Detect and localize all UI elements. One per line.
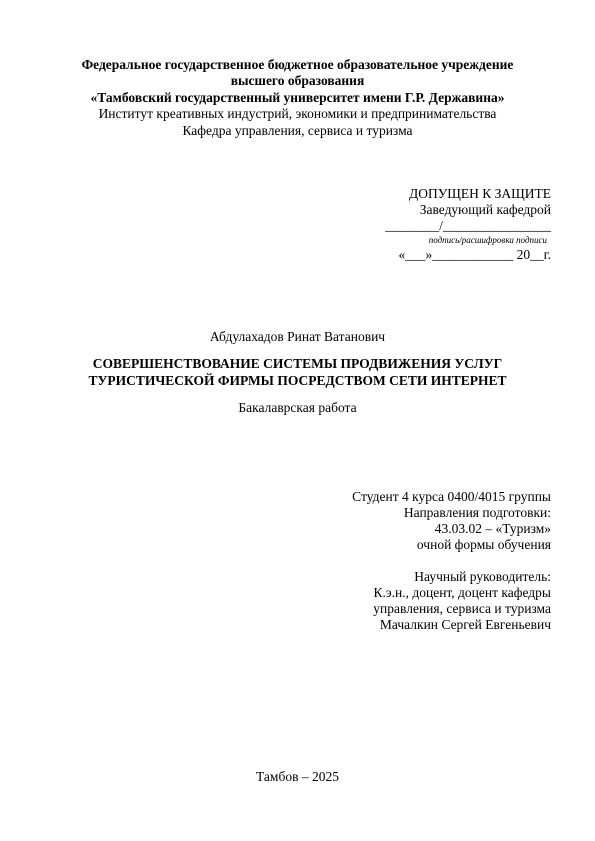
student-direction-code: 43.03.02 – «Туризм»: [434, 521, 551, 536]
thesis-title-line-2: ТУРИСТИЧЕСКОЙ ФИРМЫ ПОСРЕДСТВОМ СЕТИ ИНТЕРНЕТ: [88, 373, 507, 388]
approval-signature-caption: подпись/расшифровка подписи: [428, 235, 547, 245]
header-institute: Институт креативных индустрий, экономики и предпринимательства: [98, 106, 497, 121]
supervisor-label: Научный руководитель:: [414, 569, 551, 584]
student-course-group: Студент 4 курса 0400/4015 группы: [352, 489, 551, 504]
approval-signature-line: ________/________________: [385, 218, 551, 233]
header-line-1: Федеральное государственное бюджетное образовательное учреждение: [81, 57, 514, 72]
supervisor-degree: К.э.н., доцент, доцент кафедры: [373, 585, 551, 600]
supervisor-department: управления, сервиса и туризма: [373, 601, 551, 616]
approval-date-line: «___»____________ 20__г.: [398, 247, 551, 262]
student-study-form: очной формы обучения: [416, 537, 551, 552]
header-line-2: высшего образования: [230, 73, 365, 88]
header-department: Кафедра управления, сервиса и туризма: [182, 123, 413, 138]
thesis-title-line-1: СОВЕРШЕНСТВОВАНИЕ СИСТЕМЫ ПРОДВИЖЕНИЯ УСЛУГ: [92, 356, 503, 371]
approval-title: ДОПУЩЕН К ЗАЩИТЕ: [408, 186, 551, 201]
footer-city-year: Тамбов – 2025: [256, 769, 339, 784]
approval-role: Заведующий кафедрой: [419, 202, 551, 217]
student-direction-label: Направления подготовки:: [403, 505, 551, 520]
author-name: Абдулахадов Ринат Ватанович: [209, 329, 386, 344]
header-university: «Тамбовский государственный университет имени Г.Р. Державина»: [90, 90, 505, 105]
supervisor-name: Мачалкин Сергей Евгеньевич: [379, 617, 551, 632]
work-type: Бакалаврская работа: [238, 400, 357, 415]
